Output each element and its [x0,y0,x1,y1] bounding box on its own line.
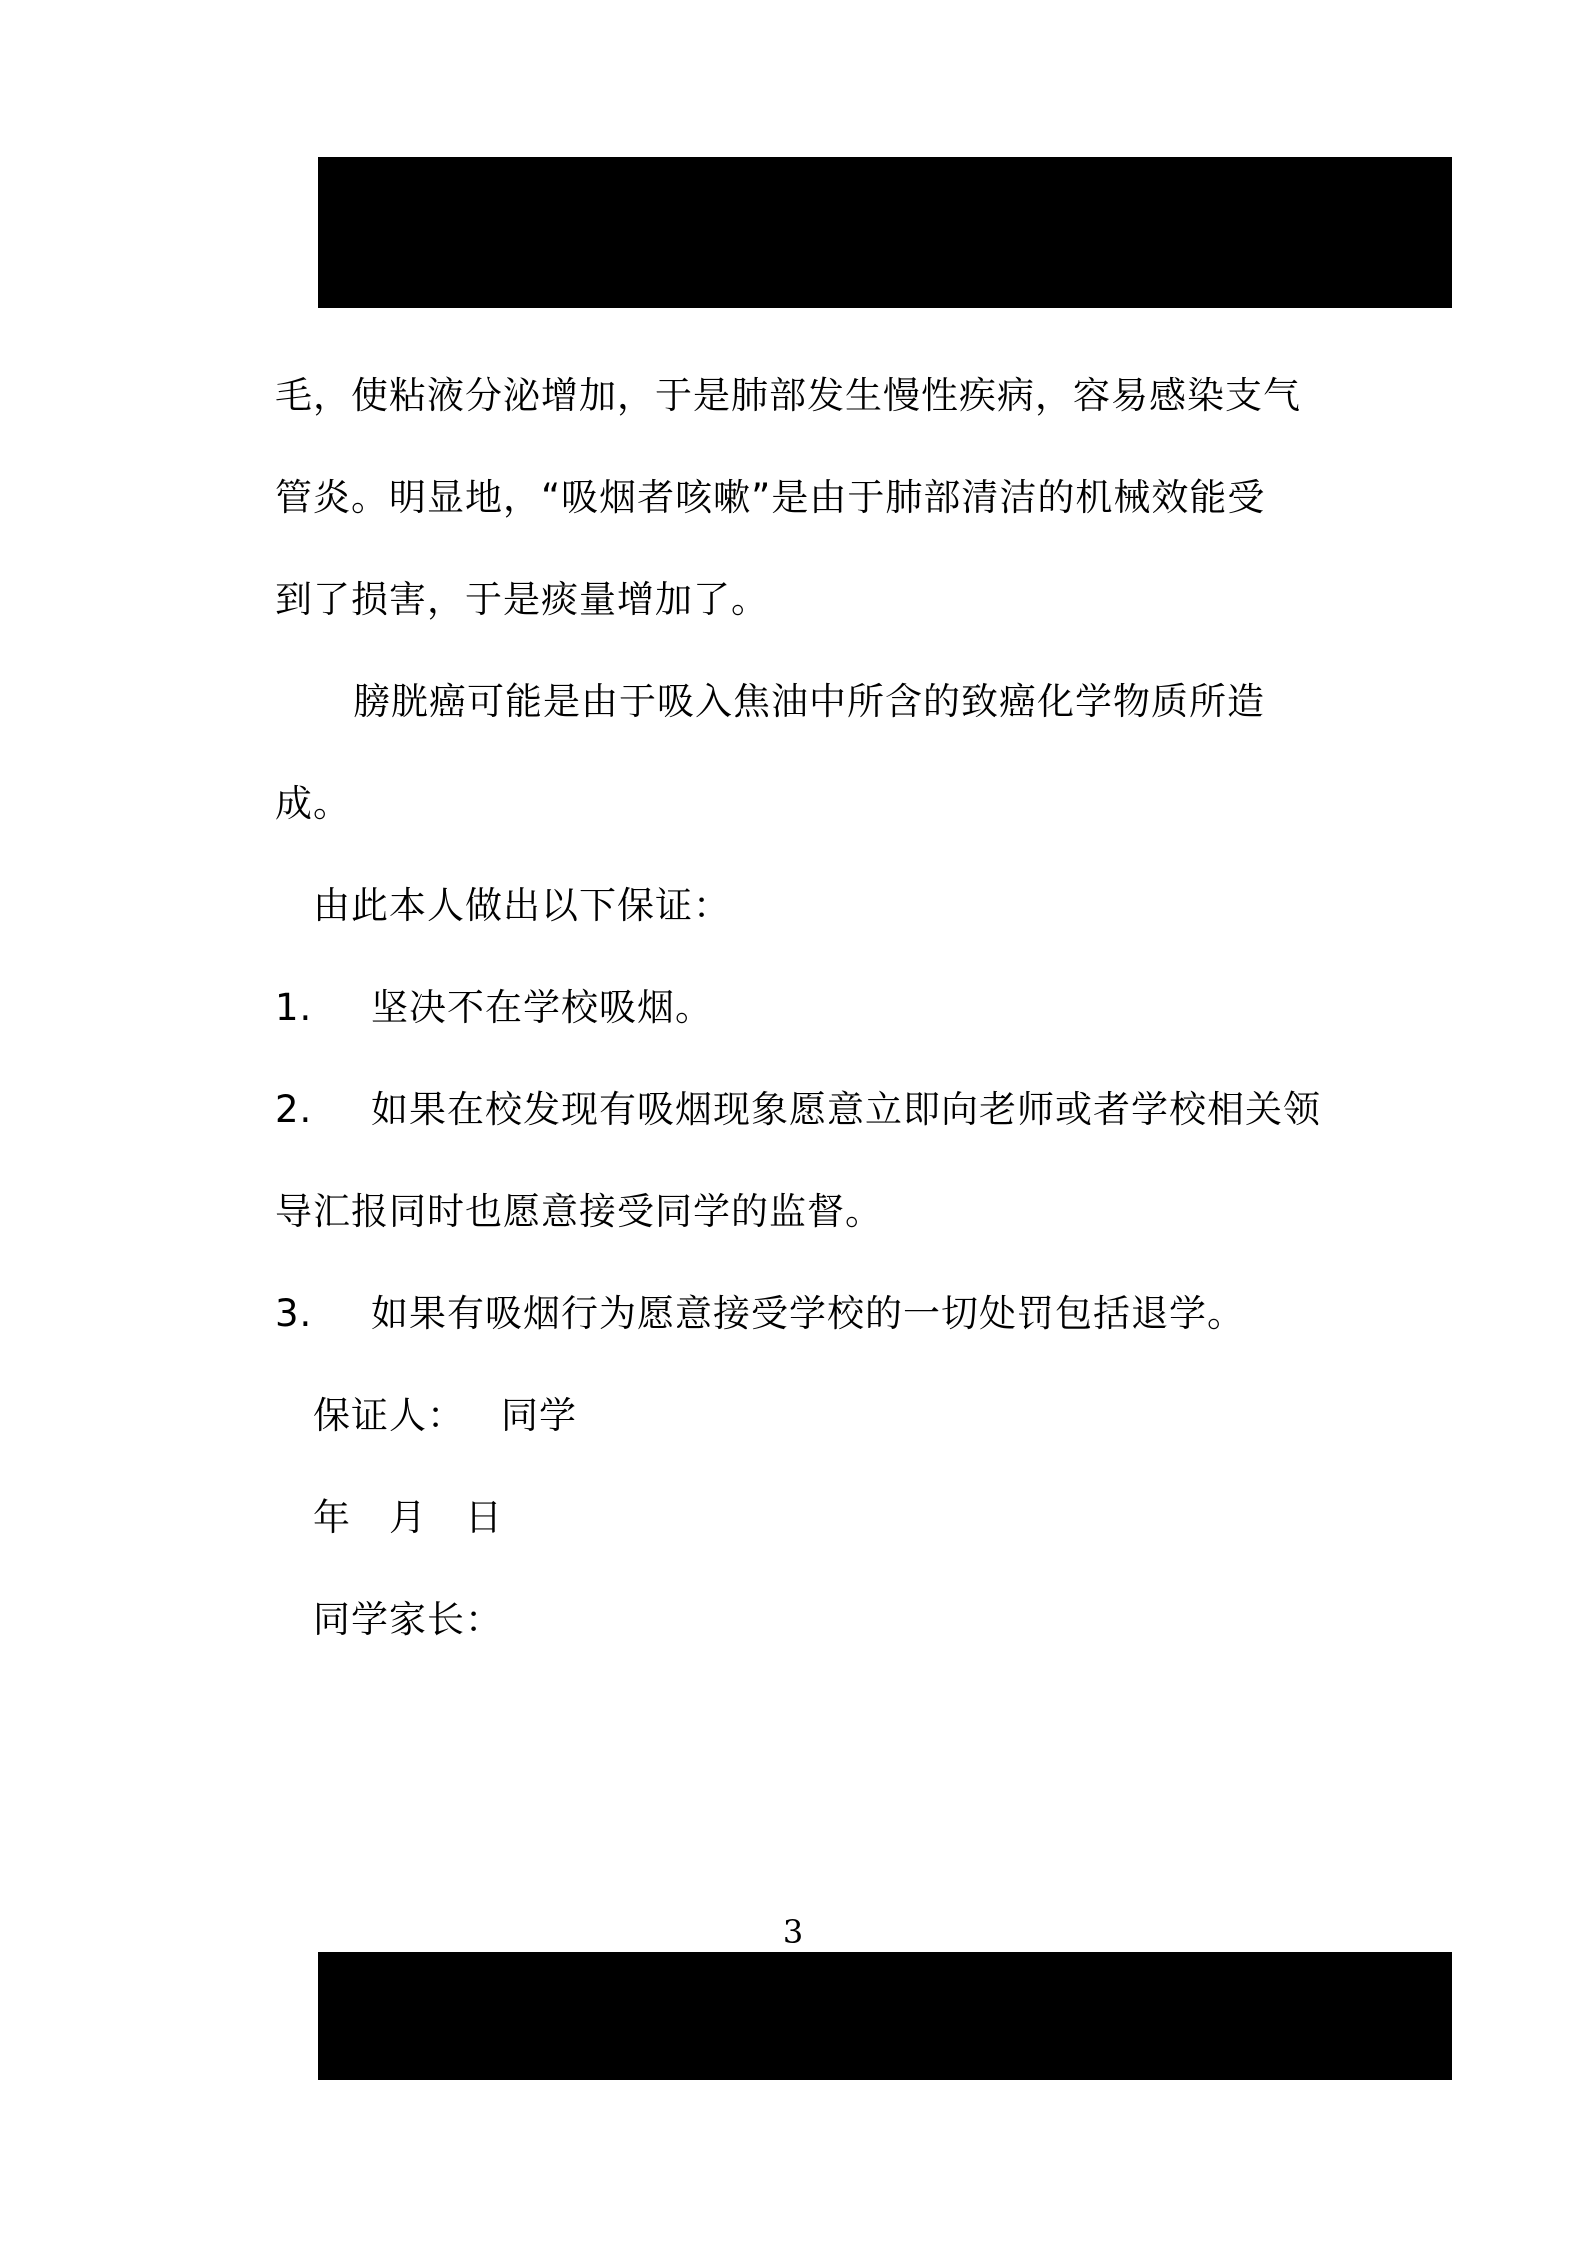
pledge-text: 如果在校发现有吸烟现象愿意立即向老师或者学校相关领 [371,1088,1321,1131]
page-number: 3 [782,1913,804,1951]
body-line-5: 成。 [275,782,351,825]
pledge-text: 坚决不在学校吸烟。 [371,986,713,1029]
pledge-item-2-continuation: 导汇报同时也愿意接受同学的监督。 [275,1190,883,1233]
pledge-number: 1. [275,986,313,1029]
guarantor-line [313,1393,577,1439]
redaction-block-top [318,157,1452,308]
pledge-number: 2. [275,1088,313,1131]
body-line-3: 到了损害，于是痰量增加了。 [275,578,769,621]
guarantor-label: 保证人： [313,1394,465,1437]
body-line-4: 膀胱癌可能是由于吸入焦油中所含的致癌化学物质所造 [353,680,1265,723]
pledge-item-3 [275,1291,1245,1337]
pledge-item-2 [275,1087,1321,1133]
parent-label: 同学家长： [313,1598,503,1641]
date-year: 年 [313,1496,351,1539]
redaction-block-bottom [318,1952,1452,2080]
pledge-intro: 由此本人做出以下保证： [313,884,731,927]
guarantor-value: 同学 [501,1394,577,1437]
date-line [313,1495,503,1541]
date-day: 日 [465,1496,503,1539]
date-month: 月 [389,1496,427,1539]
body-line-2: 管炎。明显地，“吸烟者咳嗽”是由于肺部清洁的机械效能受 [275,476,1266,519]
pledge-item-1 [275,985,713,1031]
pledge-text: 如果有吸烟行为愿意接受学校的一切处罚包括退学。 [371,1292,1245,1335]
pledge-number: 3. [275,1292,313,1335]
body-line-1: 毛，使粘液分泌增加，于是肺部发生慢性疾病，容易感染支气 [275,374,1301,417]
